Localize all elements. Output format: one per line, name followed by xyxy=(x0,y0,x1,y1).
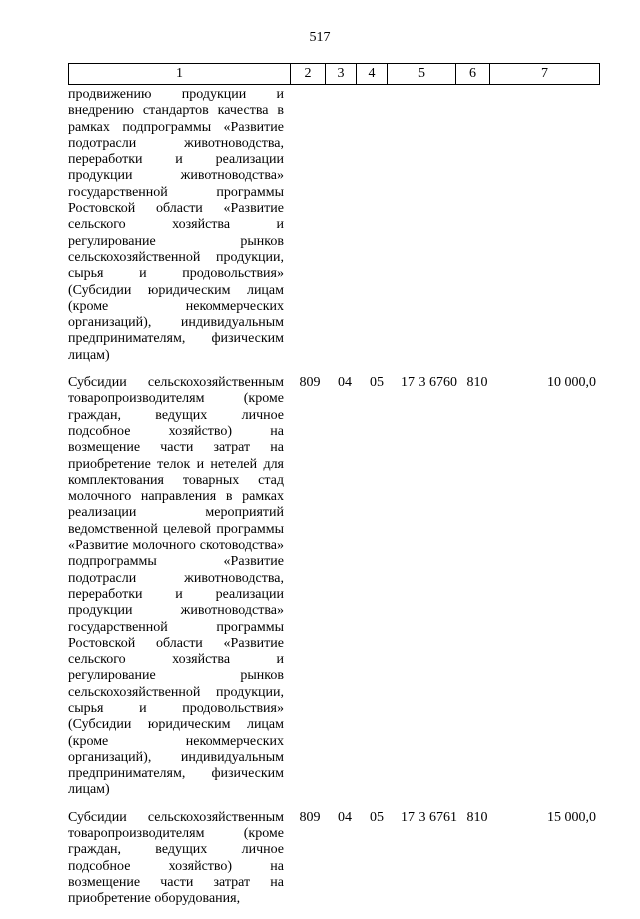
column-header-3: 3 xyxy=(326,64,357,85)
column-header-4: 4 xyxy=(357,64,388,85)
subsection-code: 05 xyxy=(370,809,384,825)
section-code: 04 xyxy=(338,375,352,391)
table-row xyxy=(68,87,598,364)
expense-type-code: 810 xyxy=(466,375,488,391)
target-article-code: 17 3 6760 xyxy=(401,375,457,391)
expense-type-code: 810 xyxy=(466,809,488,825)
table-row xyxy=(68,810,598,908)
column-header-7: 7 xyxy=(490,64,600,85)
ministry-code: 809 xyxy=(299,375,321,391)
column-header-2: 2 xyxy=(291,64,326,85)
ministry-code: 809 xyxy=(299,809,321,825)
amount: 15 000,0 xyxy=(547,809,596,825)
column-header-5: 5 xyxy=(388,64,456,85)
amount: 10 000,0 xyxy=(547,375,596,391)
column-header-1: 1 xyxy=(69,64,291,85)
row-description: Субсидии сельскохозяйственным товаропроизводителям (кроме граждан, ведущих личное подсобное хозяйство) на возмещение части затрат на приобретение оборудования, xyxy=(68,809,284,907)
column-header-table xyxy=(68,63,600,85)
row-description: продвижению продукции и внедрению стандартов качества в рамках подпрограммы «Развитие подотрасли животноводства, переработки и реализации продукции животноводства» государственной программы Ростовской области «Развитие сельского хозяйства и регулирование рынков сельскохозяйственной продукции, сырья и продовольствия» (Субсидии юридическим лицам (кроме некоммерческих организаций), индивидуальным предпринимателям, физическим лицам) xyxy=(68,87,284,363)
section-code: 04 xyxy=(338,809,352,825)
column-header-6: 6 xyxy=(456,64,490,85)
page-number: 517 xyxy=(309,30,331,45)
subsection-code: 05 xyxy=(370,375,384,391)
column-header-row xyxy=(69,64,600,85)
budget-rows xyxy=(68,87,598,919)
row-description: Субсидии сельскохозяйственным товаропроизводителям (кроме граждан, ведущих личное подсобное хозяйство) на возмещение части затрат на приобретение телок и нетелей для комплектования товарных стад молочного направления в рамках реализации мероприятий ведомственной целевой программы «Развитие молочного скотоводства» подпрограммы «Развитие подотрасли животноводства, переработки и реализации продукции животноводства» государственной программы Ростовской области «Развитие сельского хозяйства и регулирование рынков сельскохозяйственной продукции, сырья и продовольствия» (Субсидии юридическим лицам (кроме некоммерческих организаций), индивидуальным предпринимателям, физическим лицам) xyxy=(68,375,284,798)
target-article-code: 17 3 6761 xyxy=(401,809,457,825)
table-row xyxy=(68,375,598,799)
